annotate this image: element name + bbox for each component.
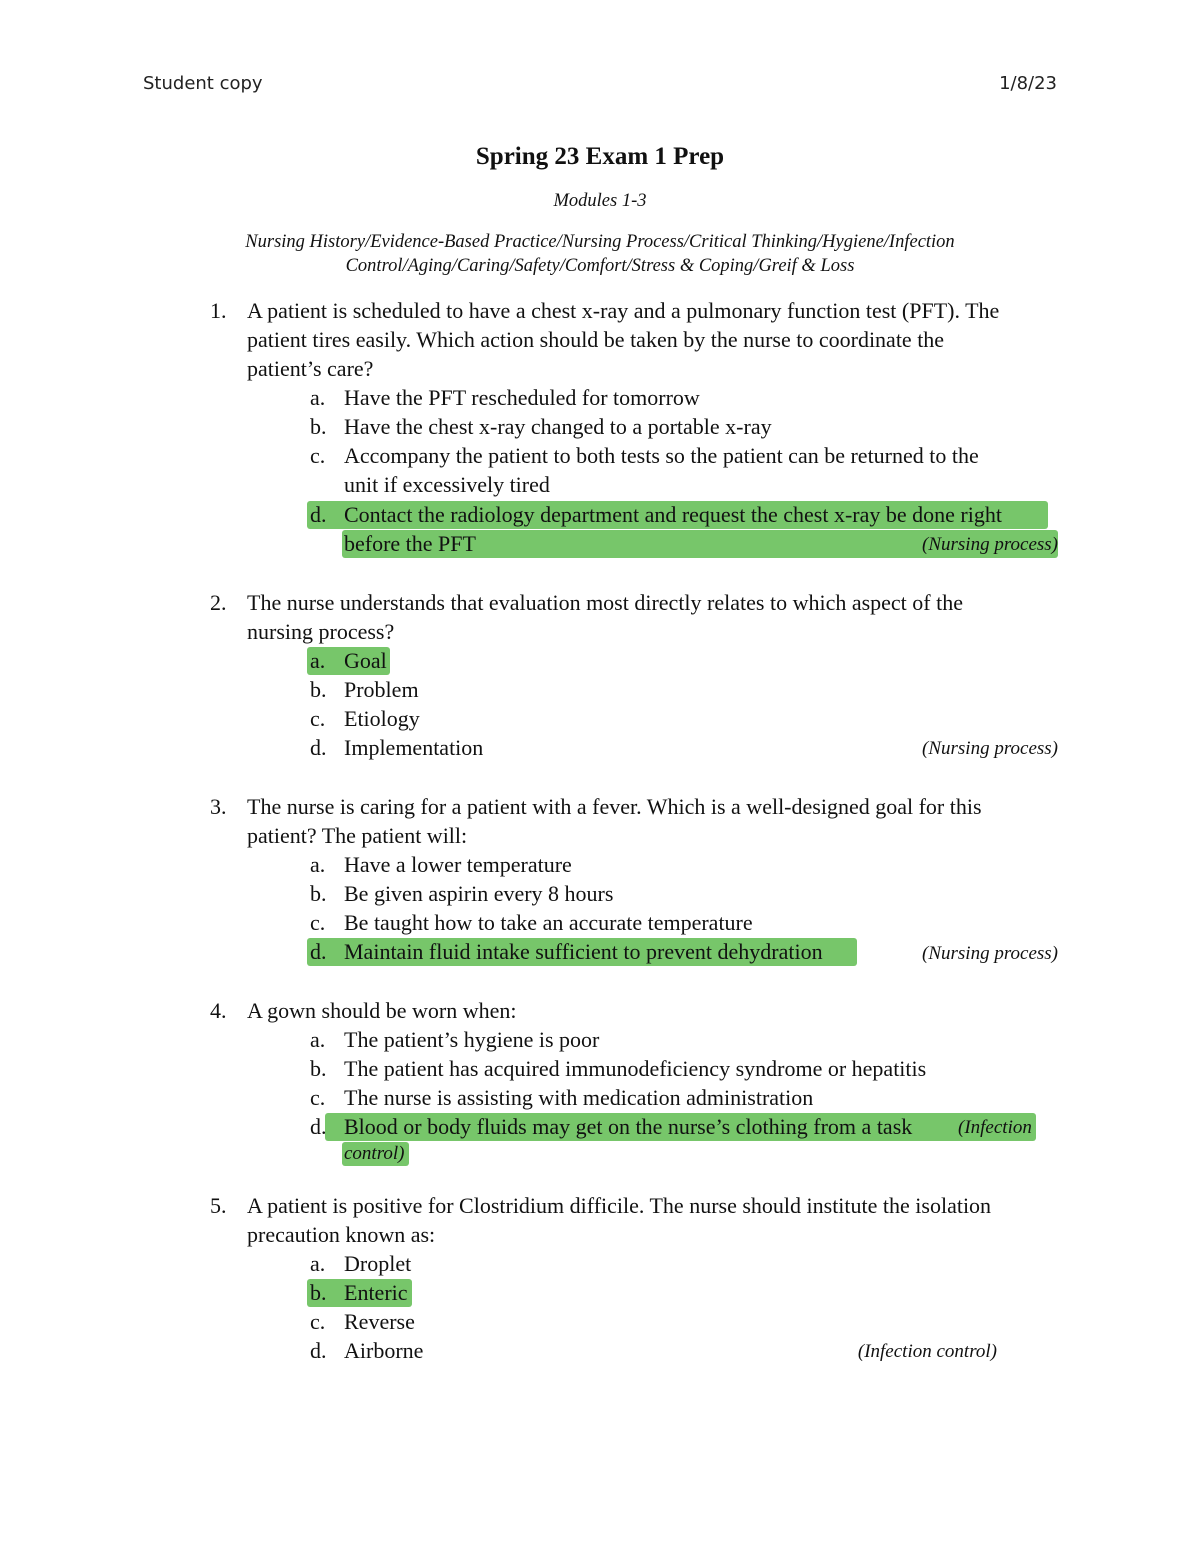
- header-left-label: Student copy: [143, 73, 263, 94]
- option-letter: a.: [310, 648, 326, 673]
- option-text: Have the PFT rescheduled for tomorrow: [344, 385, 700, 410]
- option-text: unit if excessively tired: [344, 472, 550, 497]
- option-letter: a.: [310, 1027, 326, 1052]
- header-date: 1/8/23: [999, 73, 1057, 94]
- option-letter: d.: [310, 1338, 327, 1363]
- option-text: The patient’s hygiene is poor: [344, 1027, 600, 1052]
- option-letter: c.: [310, 443, 326, 468]
- question-stem-line: patient’s care?: [247, 356, 374, 381]
- topic-tag: (Infection: [958, 1117, 1032, 1138]
- option-letter: a.: [310, 852, 326, 877]
- option-letter: b.: [310, 1280, 327, 1305]
- question-stem-line: patient? The patient will:: [247, 823, 468, 848]
- option-text-correct: Goal: [344, 648, 387, 673]
- option-text: Be taught how to take an accurate temperature: [344, 910, 753, 935]
- question-stem-line: A gown should be worn when:: [247, 998, 517, 1023]
- page-subtitle: Modules 1-3: [553, 191, 647, 211]
- option-text: Airborne: [344, 1338, 424, 1363]
- option-letter: c.: [310, 706, 326, 731]
- question-stem-line: patient tires easily. Which action should be taken by the nurse to coordinate the: [247, 327, 945, 352]
- option-letter: a.: [310, 385, 326, 410]
- option-text: Etiology: [344, 706, 420, 731]
- option-text: Be given aspirin every 8 hours: [344, 881, 614, 906]
- topics-line-1: Nursing History/Evidence-Based Practice/Nursing Process/Critical Thinking/Hygiene/Infection: [245, 232, 955, 252]
- option-letter: b.: [310, 677, 327, 702]
- question-stem-line: A patient is positive for Clostridium difficile. The nurse should institute the isolation: [247, 1193, 992, 1218]
- option-letter: d.: [310, 939, 327, 964]
- question-number: 1.: [210, 298, 227, 323]
- option-text: Have the chest x-ray changed to a portable x-ray: [344, 414, 772, 439]
- topic-tag: (Nursing process): [922, 534, 1058, 555]
- option-letter: d.: [310, 502, 327, 527]
- question-number: 5.: [210, 1193, 227, 1218]
- option-letter: c.: [310, 910, 326, 935]
- option-text-correct: before the PFT: [344, 531, 476, 556]
- page-title: Spring 23 Exam 1 Prep: [475, 143, 725, 170]
- option-text: Droplet: [344, 1251, 412, 1276]
- option-text: The nurse is assisting with medication administration: [344, 1085, 814, 1110]
- topic-tag: control): [344, 1143, 405, 1164]
- option-letter: b.: [310, 1056, 327, 1081]
- question-stem-line: A patient is scheduled to have a chest x-ray and a pulmonary function test (PFT). The: [247, 298, 1000, 323]
- option-text: Problem: [344, 677, 419, 702]
- option-letter: b.: [310, 414, 327, 439]
- question-stem-line: The nurse is caring for a patient with a fever. Which is a well-designed goal for this: [247, 794, 982, 819]
- topic-tag: (Nursing process): [922, 738, 1058, 759]
- option-text-correct: Enteric: [344, 1280, 408, 1305]
- topics-line-2: Control/Aging/Caring/Safety/Comfort/Stress & Coping/Greif & Loss: [345, 256, 855, 276]
- question-number: 3.: [210, 794, 227, 819]
- question-stem-line: nursing process?: [247, 619, 395, 644]
- question-number: 4.: [210, 998, 227, 1023]
- option-letter: d.: [310, 1114, 327, 1139]
- option-letter: c.: [310, 1309, 326, 1334]
- option-letter: d.: [310, 735, 327, 760]
- option-letter: b.: [310, 881, 327, 906]
- question-stem-line: precaution known as:: [247, 1222, 436, 1247]
- topic-tag: (Nursing process): [922, 943, 1058, 964]
- option-text: Accompany the patient to both tests so the patient can be returned to the: [344, 443, 979, 468]
- option-text: Have a lower temperature: [344, 852, 572, 877]
- option-text: The patient has acquired immunodeficiency syndrome or hepatitis: [344, 1056, 927, 1081]
- option-text-correct: Maintain fluid intake sufficient to prevent dehydration: [344, 939, 823, 964]
- option-text-correct: Blood or body fluids may get on the nurse’s clothing from a task: [344, 1114, 913, 1139]
- option-text: Reverse: [344, 1309, 415, 1334]
- option-letter: a.: [310, 1251, 326, 1276]
- topic-tag: (Infection control): [857, 1341, 997, 1362]
- question-number: 2.: [210, 590, 227, 615]
- question-stem-line: The nurse understands that evaluation most directly relates to which aspect of the: [247, 590, 963, 615]
- option-text: Implementation: [344, 735, 484, 760]
- option-letter: c.: [310, 1085, 326, 1110]
- option-text-correct: Contact the radiology department and request the chest x-ray be done right: [344, 502, 1002, 527]
